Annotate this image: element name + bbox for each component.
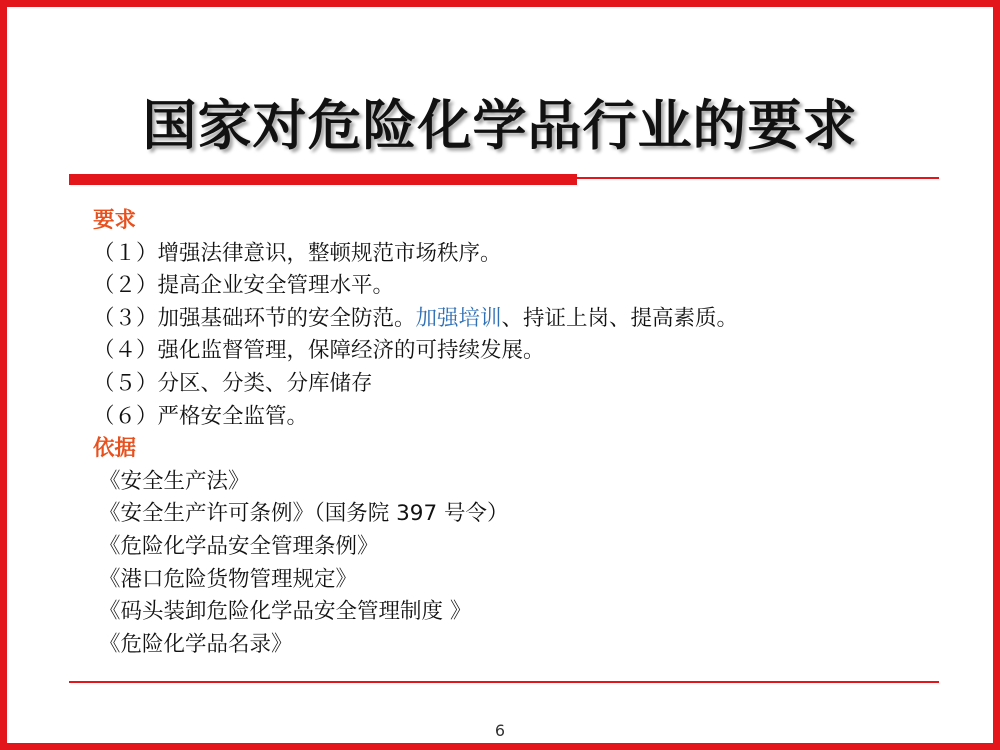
requirement-item-6: （６）严格安全监管。 xyxy=(93,403,309,429)
basis-item-3: 《危险化学品安全管理条例》 xyxy=(99,533,379,559)
requirement-item-3-rest: 、持证上岗、提高素质。 xyxy=(501,305,739,331)
basis-item-1: 《安全生产法》 xyxy=(99,468,250,494)
basis-item-2: 《安全生产许可条例》（国务院 397 号令） xyxy=(99,501,509,527)
footer-rule xyxy=(69,681,939,683)
training-highlight: 加强培训 xyxy=(415,305,502,331)
title-underline-thin xyxy=(577,177,939,179)
requirement-item-3 xyxy=(93,303,943,336)
requirement-item-5: （５）分区、分类、分库储存 xyxy=(93,370,373,396)
slide-title: 国家对危险化学品行业的要求 xyxy=(142,94,858,157)
page-number: 6 xyxy=(494,721,506,740)
requirements-heading: 要求 xyxy=(93,208,137,233)
requirement-item-4: （４）强化监督管理，保障经济的可持续发展。 xyxy=(93,338,545,364)
requirement-item-2: （２）提高企业安全管理水平。 xyxy=(93,273,395,299)
title-underline-thick xyxy=(69,174,577,185)
basis-item-6: 《危险化学品名录》 xyxy=(99,631,293,657)
basis-heading: 依据 xyxy=(93,436,137,462)
requirement-item-1: （１）增强法律意识，整顿规范市场秩序。 xyxy=(93,240,502,266)
basis-item-4: 《港口危险货物管理规定》 xyxy=(99,566,358,592)
basis-item-5: 《码头装卸危险化学品安全管理制度 》 xyxy=(99,599,472,625)
slide-content xyxy=(93,205,943,661)
requirement-item-3-text: （３）加强基础环节的安全防范。 xyxy=(93,305,416,331)
